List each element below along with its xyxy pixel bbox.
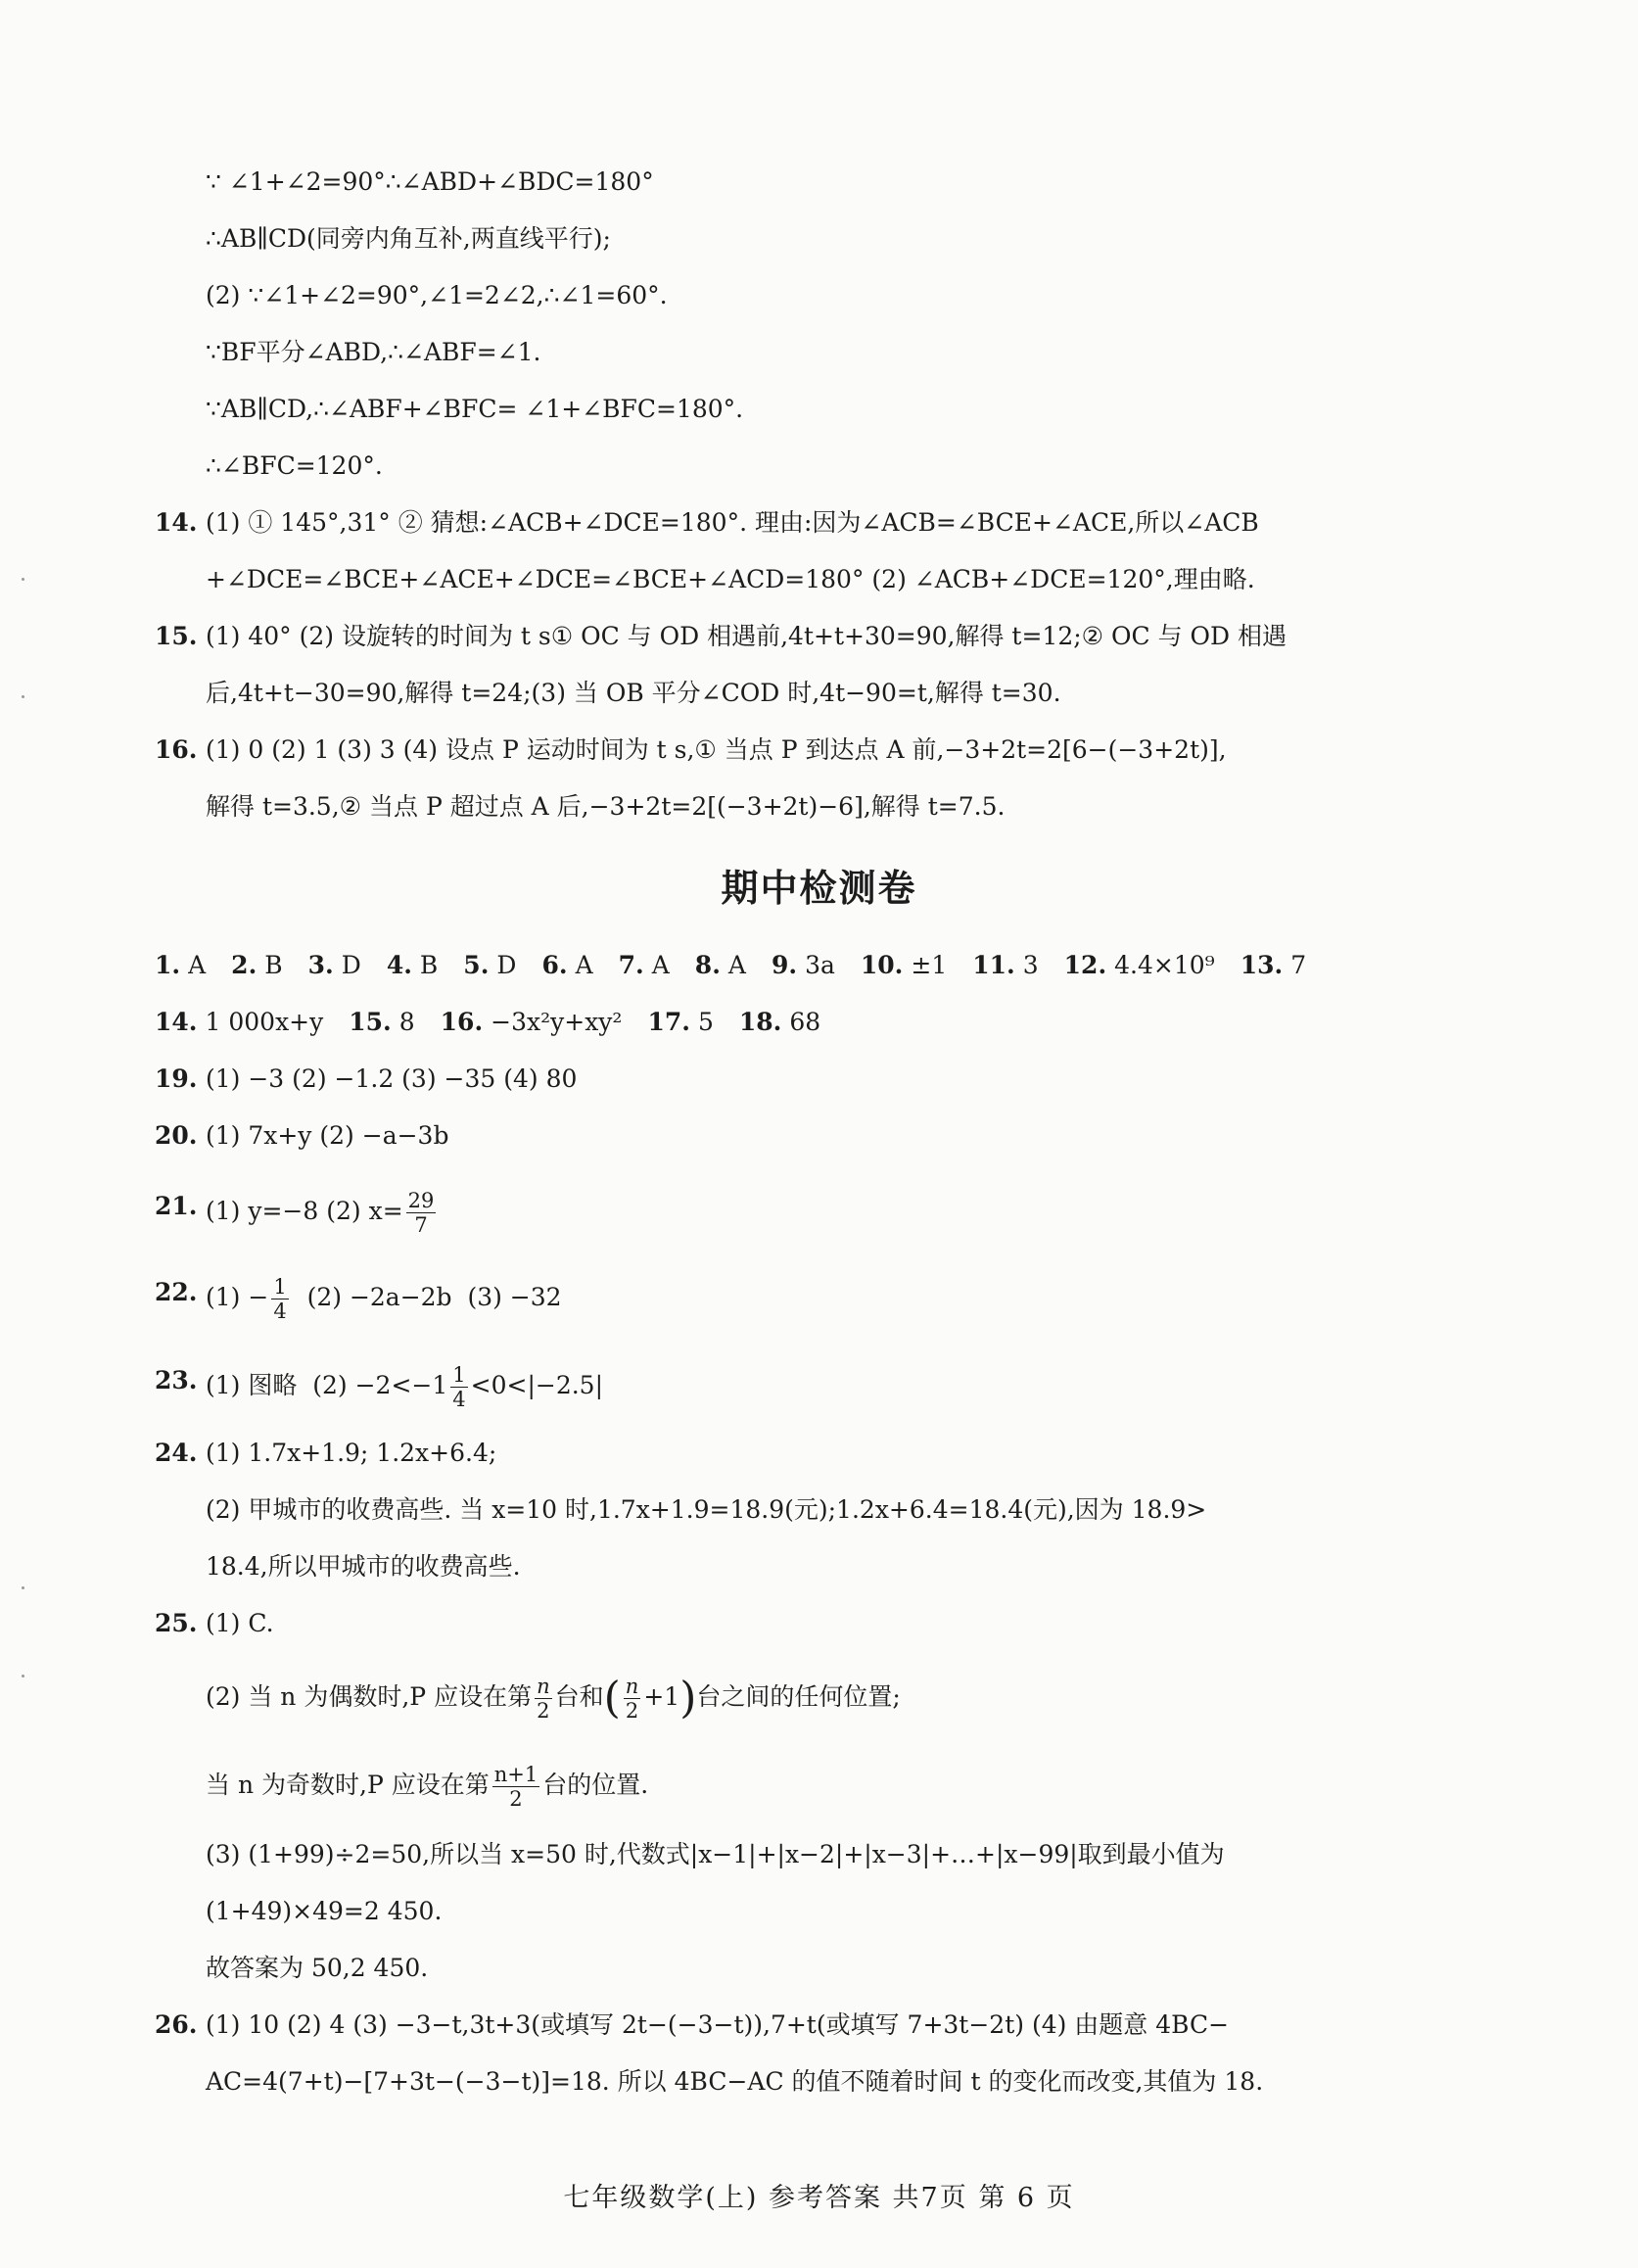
q24-line-3: 18.4,所以甲城市的收费高些. bbox=[206, 1552, 521, 1581]
numerator: 29 bbox=[407, 1189, 435, 1212]
answer-value: D bbox=[341, 951, 361, 979]
question-number: 22. bbox=[155, 1278, 198, 1306]
question-number: 14. bbox=[155, 508, 198, 537]
paren-close: ) bbox=[679, 1673, 697, 1724]
answer-value: A bbox=[651, 951, 670, 979]
q25-text: 台之间的任何位置; bbox=[696, 1682, 901, 1711]
answer-value: −3x²y+xy² bbox=[491, 1008, 623, 1036]
fraction bbox=[271, 1275, 288, 1323]
answer-number: 2. bbox=[231, 951, 257, 979]
answer-number: 15. bbox=[349, 1008, 392, 1036]
answer-number: 18. bbox=[738, 1008, 782, 1036]
q26-line-1: (1) 10 (2) 4 (3) −3−t,3t+3(或填写 2t−(−3−t)),7+t(或填写 7+3t−2t) (4) 由题意 4BC− bbox=[206, 2010, 1230, 2039]
numerator: n bbox=[537, 1675, 550, 1698]
answer-value: B bbox=[419, 951, 439, 979]
question-number: 25. bbox=[155, 1609, 198, 1637]
answer-number: 14. bbox=[155, 1008, 198, 1036]
proof-line-5: ∵AB∥CD,∴∠ABF+∠BFC= ∠1+∠BFC=180°. bbox=[206, 395, 744, 423]
q16-line-2: 解得 t=3.5,② 当点 P 超过点 A 后,−3+2t=2[(−3+2t)−6],解得 t=7.5. bbox=[206, 792, 1006, 821]
answer-number: 1. bbox=[155, 951, 181, 979]
question-number: 20. bbox=[155, 1121, 198, 1150]
q15-line-1: (1) 40° (2) 设旋转的时间为 t s① OC 与 OD 相遇前,4t+t+30=90,解得 t=12;② OC 与 OD 相遇 bbox=[206, 622, 1287, 650]
fraction bbox=[535, 1675, 552, 1723]
choice-answers-row bbox=[155, 948, 1332, 983]
answer-number: 5. bbox=[463, 951, 490, 979]
q16-line-1: (1) 0 (2) 1 (3) 3 (4) 设点 P 运动时间为 t s,① 当点 P 到达点 A 前,−3+2t=2[6−(−3+2t)], bbox=[206, 735, 1227, 764]
section-title: 期中检测卷 bbox=[721, 867, 917, 910]
denominator: 2 bbox=[537, 1699, 550, 1723]
answer-number: 6. bbox=[541, 951, 568, 979]
answer-value: 3a bbox=[805, 951, 835, 979]
proof-line-1: ∵ ∠1+∠2=90°∴∠ABD+∠BDC=180° bbox=[206, 167, 654, 196]
answer-number: 17. bbox=[647, 1008, 690, 1036]
q22-text: (1) − bbox=[206, 1283, 269, 1311]
q25-line-3 bbox=[206, 1763, 648, 1811]
q20-answer: (1) 7x+y (2) −a−3b bbox=[206, 1121, 449, 1150]
question-number: 23. bbox=[155, 1366, 198, 1394]
answer-number: 16. bbox=[440, 1008, 484, 1036]
q24-line-1: (1) 1.7x+1.9; 1.2x+6.4; bbox=[206, 1439, 497, 1467]
answer-number: 13. bbox=[1240, 951, 1284, 979]
q14-line-1: (1) ① 145°,31° ② 猜想:∠ACB+∠DCE=180°. 理由:因为∠ACB=∠BCE+∠ACE,所以∠ACB bbox=[206, 508, 1259, 537]
q25-line-1: (1) C. bbox=[206, 1609, 274, 1637]
proof-line-6: ∴∠BFC=120°. bbox=[206, 451, 383, 480]
page-footer: 七年级数学(上) 参考答案 共7页 第 6 页 bbox=[563, 2183, 1075, 2213]
denominator: 2 bbox=[625, 1699, 639, 1723]
answer-number: 10. bbox=[860, 951, 904, 979]
q15-line-2: 后,4t+t−30=90,解得 t=24;(3) 当 OB 平分∠COD 时,4t−90=t,解得 t=30. bbox=[206, 679, 1061, 707]
fill-answers-row bbox=[155, 1005, 846, 1040]
margin-mark bbox=[22, 1586, 24, 1589]
q24-line-2: (2) 甲城市的收费高些. 当 x=10 时,1.7x+1.9=18.9(元);1.2x+6.4=18.4(元),因为 18.9> bbox=[206, 1495, 1207, 1524]
numerator: n+1 bbox=[493, 1763, 538, 1786]
answer-number: 11. bbox=[972, 951, 1015, 979]
q23-text-rest: <0<|−2.5| bbox=[470, 1371, 604, 1399]
question-number: 21. bbox=[155, 1192, 198, 1220]
q25-line-6: 故答案为 50,2 450. bbox=[206, 1954, 429, 1982]
answer-number: 8. bbox=[694, 951, 721, 979]
q21-text: (1) y=−8 (2) x= bbox=[206, 1197, 403, 1225]
answer-value: B bbox=[264, 951, 283, 979]
answer-value: 7 bbox=[1290, 951, 1307, 979]
q26-line-2: AC=4(7+t)−[7+3t−(−3−t)]=18. 所以 4BC−AC 的值不随着时间 t 的变化而改变,其值为 18. bbox=[206, 2067, 1264, 2096]
q23-text: (1) 图略 (2) −2<−1 bbox=[206, 1371, 448, 1399]
fraction bbox=[492, 1763, 539, 1811]
proof-line-2: ∴AB∥CD(同旁内角互补,两直线平行); bbox=[206, 224, 611, 253]
denominator: 7 bbox=[414, 1213, 428, 1237]
q25-line-2 bbox=[206, 1675, 901, 1723]
q22-answer bbox=[206, 1275, 562, 1323]
margin-mark bbox=[22, 1675, 24, 1677]
answer-value: A bbox=[188, 951, 207, 979]
q19-answer: (1) −3 (2) −1.2 (3) −35 (4) 80 bbox=[206, 1064, 578, 1093]
q25-text: 当 n 为奇数时,P 应设在第 bbox=[206, 1771, 490, 1799]
margin-mark bbox=[22, 695, 24, 698]
q25-line-5: (1+49)×49=2 450. bbox=[206, 1897, 443, 1925]
answer-number: 7. bbox=[618, 951, 644, 979]
q22-text-rest: (2) −2a−2b (3) −32 bbox=[291, 1283, 562, 1311]
question-number: 26. bbox=[155, 2010, 198, 2039]
answer-value: D bbox=[496, 951, 517, 979]
numerator: n bbox=[625, 1675, 639, 1698]
denominator: 4 bbox=[273, 1299, 287, 1323]
answer-number: 4. bbox=[386, 951, 412, 979]
question-number: 16. bbox=[155, 735, 198, 764]
q25-text: 台的位置. bbox=[542, 1771, 649, 1799]
question-number: 15. bbox=[155, 622, 198, 650]
q23-answer bbox=[206, 1363, 603, 1411]
answer-value: 4.4×10⁹ bbox=[1114, 951, 1215, 979]
proof-line-3: (2) ∵∠1+∠2=90°,∠1=2∠2,∴∠1=60°. bbox=[206, 281, 668, 309]
proof-line-4: ∵BF平分∠ABD,∴∠ABF=∠1. bbox=[206, 338, 541, 366]
answer-number: 3. bbox=[307, 951, 334, 979]
fraction bbox=[450, 1363, 467, 1411]
answer-value: 3 bbox=[1022, 951, 1039, 979]
question-number: 19. bbox=[155, 1064, 198, 1093]
fraction bbox=[406, 1189, 437, 1237]
q21-answer bbox=[206, 1189, 439, 1237]
q25-text: 台和 bbox=[554, 1682, 604, 1711]
answer-number: 12. bbox=[1063, 951, 1107, 979]
paren-open: ( bbox=[603, 1673, 621, 1724]
answer-value: 5 bbox=[697, 1008, 714, 1036]
numerator: 1 bbox=[273, 1275, 287, 1299]
answer-value: A bbox=[727, 951, 746, 979]
q25-text: +1 bbox=[643, 1682, 680, 1711]
q14-line-2: +∠DCE=∠BCE+∠ACE+∠DCE=∠BCE+∠ACD=180° (2) ∠ACB+∠DCE=120°,理由略. bbox=[206, 565, 1255, 593]
denominator: 4 bbox=[452, 1388, 466, 1411]
answer-value: 8 bbox=[398, 1008, 415, 1036]
numerator: 1 bbox=[452, 1363, 466, 1387]
q25-line-4: (3) (1+99)÷2=50,所以当 x=50 时,代数式|x−1|+|x−2|+|x−3|+…+|x−99|取到最小值为 bbox=[206, 1840, 1225, 1868]
question-number: 24. bbox=[155, 1439, 198, 1467]
denominator: 2 bbox=[509, 1787, 523, 1811]
answer-value: 1 000x+y bbox=[205, 1008, 324, 1036]
answer-value: A bbox=[575, 951, 593, 979]
answer-value: 68 bbox=[789, 1008, 821, 1036]
answer-value: ±1 bbox=[911, 951, 948, 979]
answer-number: 9. bbox=[771, 951, 798, 979]
q25-text: (2) 当 n 为偶数时,P 应设在第 bbox=[206, 1682, 533, 1711]
fraction bbox=[624, 1675, 641, 1723]
margin-mark bbox=[22, 578, 24, 581]
